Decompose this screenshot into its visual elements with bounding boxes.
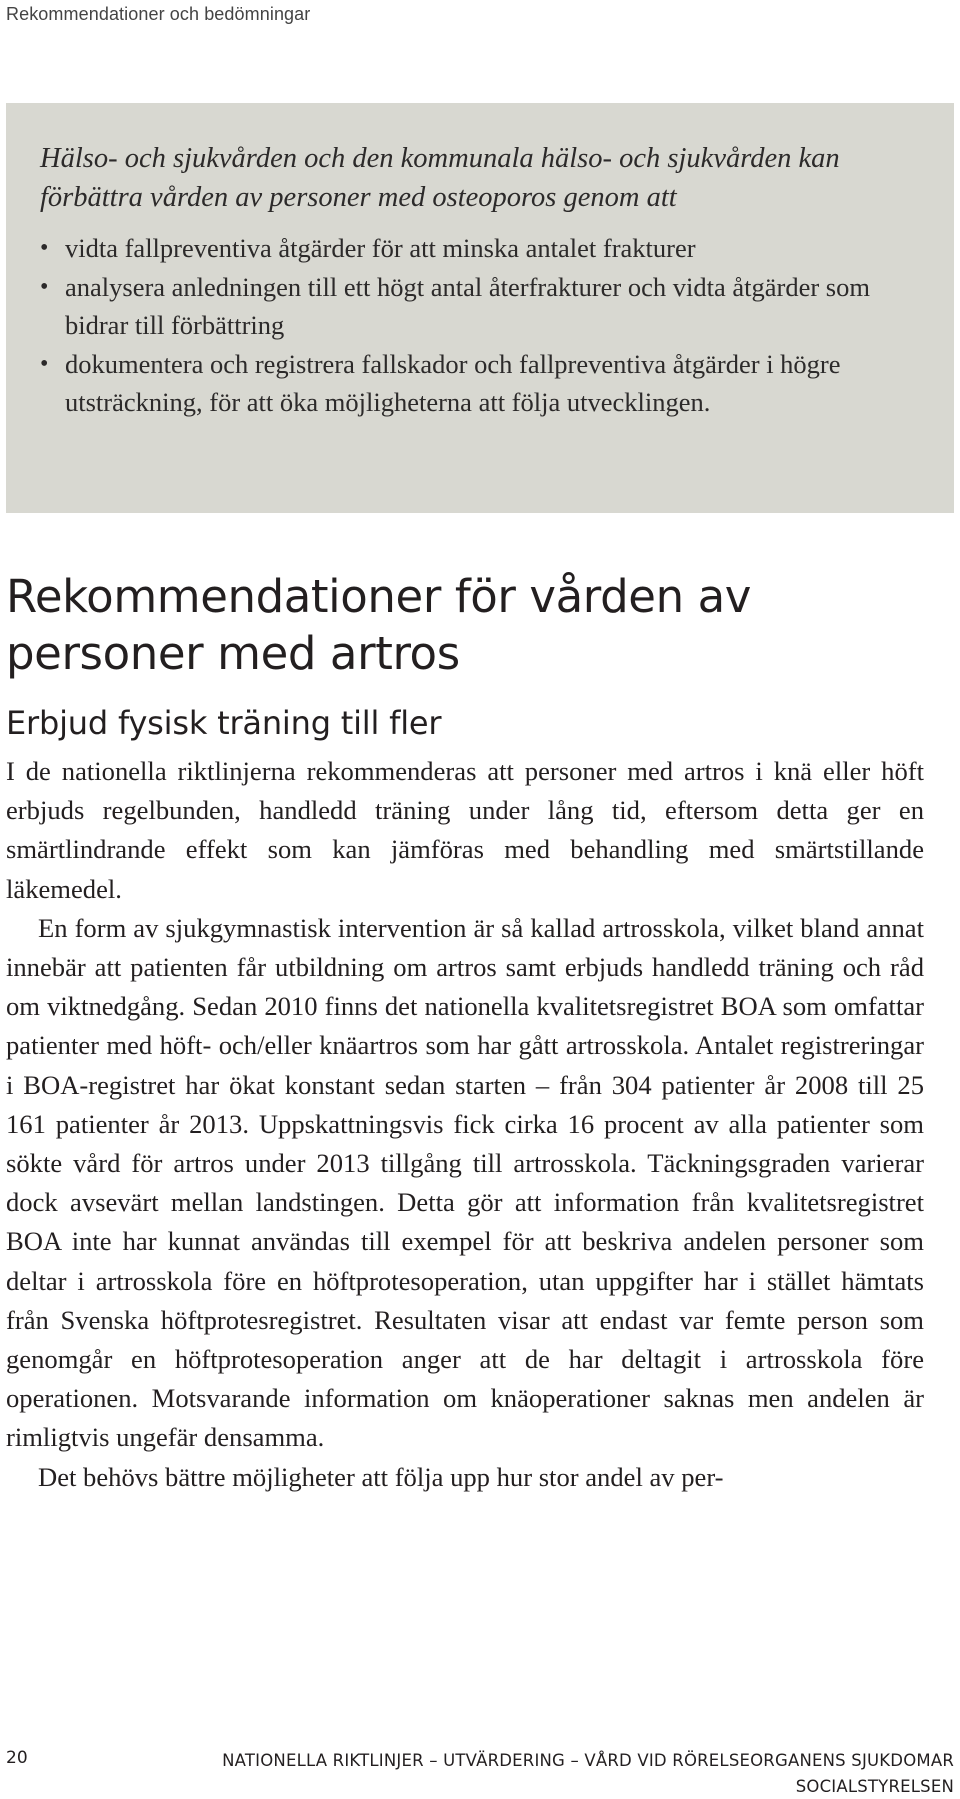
- bullet-icon: •: [40, 350, 49, 377]
- callout-list-item: [40, 345, 938, 422]
- section-heading: Rekommendationer för vården av personer med artros: [6, 570, 752, 680]
- page-number: 20: [6, 1748, 28, 1768]
- body-text-block: [6, 752, 924, 1497]
- bullet-icon: •: [40, 273, 49, 300]
- callout-item-text: analysera anledningen till ett högt antal återfrakturer och vidta åtgärder som bidrar till förbättring: [65, 271, 870, 340]
- callout-list-item: [40, 268, 938, 345]
- footer-publisher: SOCIALSTYRELSEN: [795, 1777, 954, 1796]
- callout-lead-text: Hälso- och sjukvården och den kommunala hälso- och sjukvården kan förbättra vården av personer med osteoporos genom att: [40, 143, 840, 213]
- footer-publication-info: [222, 1748, 954, 1799]
- subsection-heading: Erbjud fysisk träning till fler: [6, 704, 442, 742]
- body-paragraph: En form av sjukgymnastisk intervention är så kallad artrosskola, vilket bland annat innebär att patienten får utbildning om artros samt erbjuds handledd träning och råd om viktnedgång. Sedan 2010 finns det nationella kvalitetsregistret BOA som omfattar patienter med höft- och/eller knäartros som har gått artrosskola. Antalet registreringar i BOA-registret har ökat konstant sedan starten – från 304 patienter år 2008 till 25 161 patienter år 2013. Uppskattningsvis fick cirka 16 procent av alla patienter som sökte vård för artros under 2013 tillgång till artrosskola. Täckningsgraden varierar dock avsevärt mellan landstingen. Detta gör att information från kvalitetsregistret BOA inte har kunnat användas till exempel för att beskriva andelen personer som deltar i artrosskola före en höftprotesoperation, utan uppgifter har i stället hämtats från Svenska höftprotesregistret. Resultaten visar att endast var femte person som genomgår en höftprotesoperation anger att de har deltagit i artrosskola före operationen. Motsvarande information om knäoperationer saknas men andelen är rimligtvis ungefär densamma.: [6, 912, 924, 1453]
- recommendation-callout-box: [6, 103, 954, 513]
- callout-bullet-list: [40, 229, 938, 422]
- callout-list-item: [40, 229, 938, 268]
- callout-item-text: vidta fallpreventiva åtgärder för att minska antalet frakturer: [65, 233, 696, 263]
- callout-item-text: dokumentera och registrera fallskador och fallpreventiva åtgärder i högre utsträckning, för att öka möjligheterna att följa utvecklingen.: [65, 348, 841, 417]
- bullet-icon: •: [40, 235, 49, 261]
- body-paragraph: I de nationella riktlinjerna rekommenderas att personer med artros i knä eller höft erbjuds regelbunden, handledd träning under lång tid, eftersom detta ger en smärtlindrande effekt som kan jämföras med behandling med smärtstillande läkemedel.: [6, 756, 924, 904]
- body-paragraph: Det behövs bättre möjligheter att följa upp hur stor andel av per-: [38, 1461, 724, 1492]
- running-header: Rekommendationer och bedömningar: [6, 4, 311, 24]
- footer-publication-title: NATIONELLA RIKTLINJER – UTVÄRDERING – VÅRD VID RÖRELSEORGANENS SJUKDOMAR: [222, 1751, 954, 1770]
